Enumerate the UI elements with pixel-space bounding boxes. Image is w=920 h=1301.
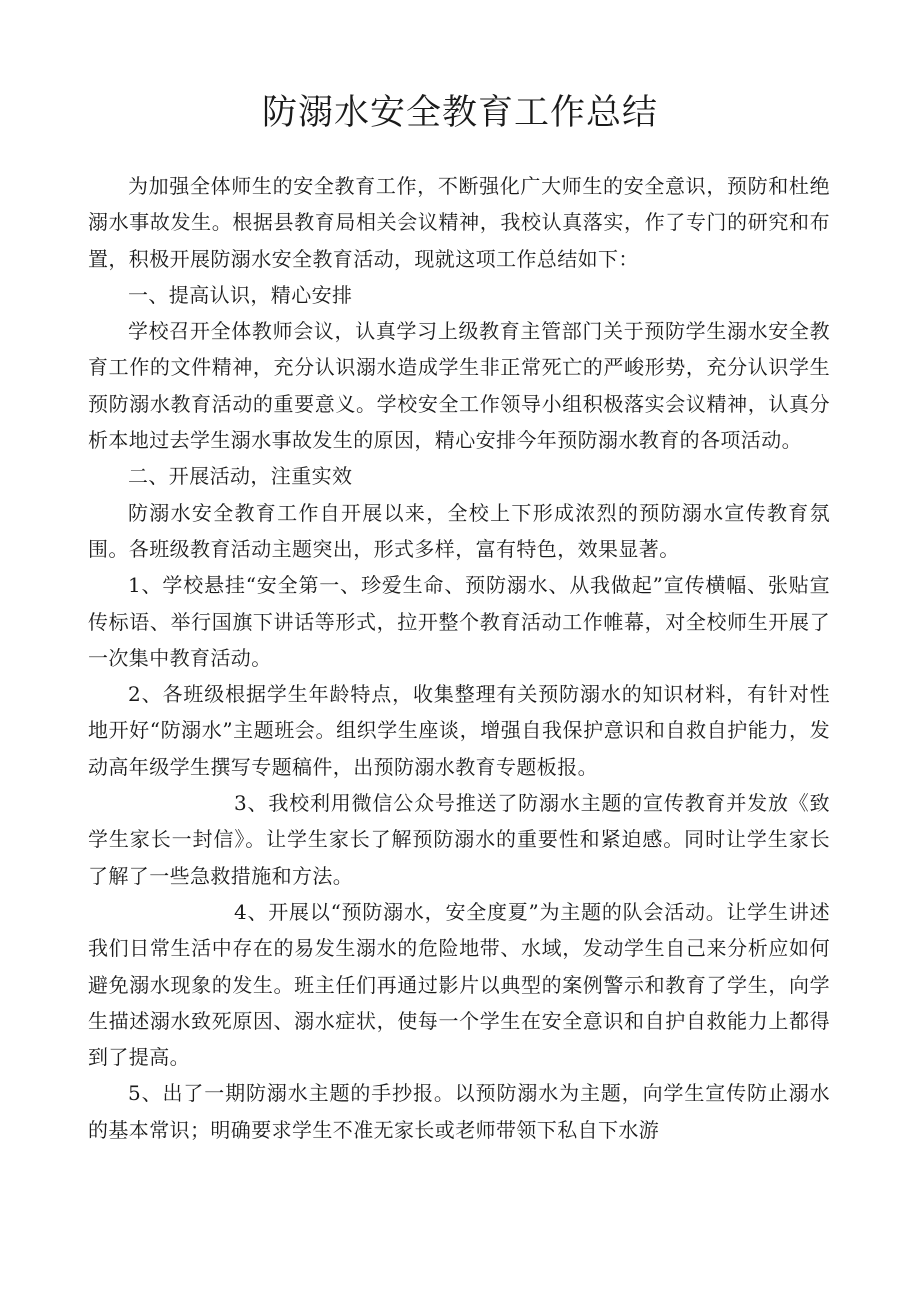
section-2-paragraph: 防溺水安全教育工作自开展以来，全校上下形成浓烈的预防溺水宣传教育氛围。各班级教育活动主题突出，形式多样，富有特色，效果显著。 — [88, 500, 830, 561]
section-1-heading: 一、提高认识，精心安排 — [128, 282, 353, 307]
document-title: 防溺水安全教育工作总结 — [261, 93, 658, 133]
list-item-2: 2、各班级根据学生年龄特点，收集整理有关预防溺水的知识材料，有针对性地开好“防溺水”主题班会。组织学生座谈，增强自我保护意识和自救自护能力，发动高年级学生撰写专题稿件，出预防溺水教育专题板报。 — [88, 682, 830, 779]
section-1-paragraph: 学校召开全体教师会议，认真学习上级教育主管部门关于预防学生溺水安全教育工作的文件精神，充分认识溺水造成学生非正常死亡的严峻形势，充分认识学生预防溺水教育活动的重要意义。学校安全工作领导小组积极落实会议精神，认真分析本地过去学生溺水事故发生的原因，精心安排今年预防溺水教育的各项活动。 — [88, 319, 830, 453]
section-2-heading: 二、开展活动，注重实效 — [128, 464, 353, 489]
list-item-4: 4、开展以“预防溺水，安全度夏”为主题的队会活动。让学生讲述我们日常生活中存在的易发生溺水的危险地带、水域，发动学生自己来分析应如何避免溺水现象的发生。班主任们再通过影片以典型的案例警示和教育了学生，向学生描述溺水致死原因、溺水症状，使每一个学生在安全意识和自护自救能力上都得到了提高。 — [88, 899, 830, 1070]
list-item-3: 3、我校利用微信公众号推送了防溺水主题的宣传教育并发放《致学生家长一封信》。让学生家长了解预防溺水的重要性和紧迫感。同时让学生家长了解了一些急救措施和方法。 — [88, 791, 830, 888]
document-body — [88, 168, 830, 1148]
intro-paragraph: 为加强全体师生的安全教育工作，不断强化广大师生的安全意识，预防和杜绝溺水事故发生。根据县教育局相关会议精神，我校认真落实，作了专门的研究和布置，积极开展防溺水安全教育活动，现就这项工作总结如下： — [88, 174, 830, 271]
list-item-1: 1、学校悬挂“安全第一、珍爱生命、预防溺水、从我做起”宣传横幅、张贴宣传标语、举行国旗下讲话等形式，拉开整个教育活动工作帷幕，对全校师生开展了一次集中教育活动。 — [88, 573, 830, 670]
list-item-5: 5、出了一期防溺水主题的手抄报。以预防溺水为主题，向学生宣传防止溺水的基本常识；明确要求学生不准无家长或老师带领下私自下水游 — [88, 1081, 830, 1142]
